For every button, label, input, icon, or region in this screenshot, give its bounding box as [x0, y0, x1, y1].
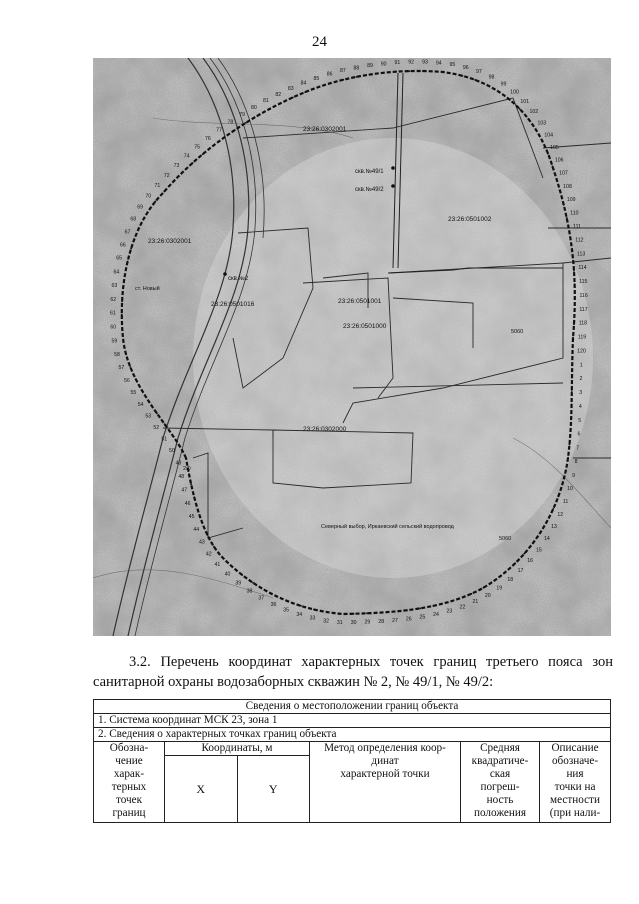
boundary-point-label: 97: [476, 69, 482, 76]
boundary-point-label: 99: [500, 81, 507, 88]
boundary-point-marker: [471, 593, 473, 595]
boundary-point-marker: [514, 562, 516, 564]
boundary-point-marker: [574, 310, 576, 312]
col-error: Средняя квадратиче- ская погреш- ность положения: [461, 742, 540, 823]
boundary-point-marker: [382, 72, 384, 74]
boundary-point-marker: [313, 609, 315, 611]
boundary-point-marker: [223, 137, 225, 139]
boundary-point-label: 61: [109, 310, 116, 317]
boundary-point-label: 81: [263, 98, 269, 105]
boundary-point-marker: [494, 580, 496, 582]
boundary-point-label: 62: [110, 296, 117, 303]
boundary-point-marker: [432, 605, 434, 607]
boundary-point-marker: [275, 595, 277, 597]
boundary-point-label: 91: [394, 60, 401, 67]
boundary-point-marker: [300, 605, 302, 607]
boundary-point-marker: [193, 496, 195, 498]
boundary-point-marker: [573, 323, 575, 325]
boundary-point-label: 71: [154, 183, 161, 190]
points-info-row: 2. Сведения о характерных точках границ объекта: [94, 728, 611, 742]
boundary-point-marker: [568, 230, 570, 232]
place-label: ст. Новый: [135, 286, 160, 292]
boundary-point-label: 23: [446, 608, 453, 615]
boundary-point-label: 4: [578, 404, 582, 411]
boundary-point-label: 3: [579, 390, 583, 397]
boundary-point-marker: [147, 211, 149, 213]
boundary-point-marker: [572, 257, 574, 259]
boundary-point-marker: [355, 76, 357, 78]
boundary-point-marker: [573, 270, 575, 272]
boundary-point-marker: [379, 612, 381, 614]
boundary-point-label: 80: [250, 104, 257, 111]
boundary-point-label: 115: [579, 279, 588, 286]
boundary-point-marker: [498, 91, 500, 93]
boundary-point-marker: [268, 108, 270, 110]
boundary-point-marker: [557, 496, 559, 498]
parcel-label: 23:26:0501000: [343, 323, 387, 330]
boundary-point-label: 68: [130, 216, 137, 223]
boundary-point-label: 120: [577, 348, 586, 355]
boundary-point-marker: [163, 191, 165, 193]
boundary-point-marker: [474, 79, 476, 81]
boundary-point-label: 109: [566, 197, 576, 204]
boundary-point-marker: [263, 589, 265, 591]
boundary-point-label: 45: [188, 513, 195, 520]
boundary-point-marker: [353, 613, 355, 615]
boundary-point-marker: [122, 287, 124, 289]
boundary-point-marker: [574, 297, 576, 299]
boundary-point-label: 111: [573, 224, 582, 231]
boundary-point-label: 66: [119, 242, 126, 249]
parcel-label: 23:26:0501002: [448, 216, 492, 223]
boundary-point-marker: [280, 102, 282, 104]
boundary-point-marker: [234, 129, 236, 131]
coordinate-system-row: 1. Система координат МСК 23, зона 1: [94, 714, 611, 728]
boundary-point-label: 36: [270, 602, 277, 609]
boundary-point-marker: [570, 430, 572, 432]
boundary-point-marker: [135, 378, 137, 380]
boundary-point-label: 22: [459, 604, 466, 611]
boundary-point-marker: [540, 531, 542, 533]
boundary-point-marker: [171, 434, 173, 436]
boundary-point-label: 26: [405, 616, 412, 623]
boundary-point-marker: [140, 223, 142, 225]
boundary-point-marker: [252, 582, 254, 584]
boundary-point-label: 31: [336, 620, 343, 627]
boundary-point-label: 72: [163, 172, 170, 179]
boundary-point-marker: [179, 445, 181, 447]
place-label: 5060: [511, 329, 524, 335]
boundary-point-label: 43: [199, 539, 205, 546]
boundary-point-label: 18: [507, 577, 514, 584]
boundary-point-label: 40: [224, 571, 231, 578]
boundary-point-label: 21: [472, 599, 479, 606]
boundary-point-label: 32: [323, 618, 330, 625]
boundary-point-marker: [409, 70, 411, 72]
boundary-point-marker: [556, 178, 558, 180]
boundary-point-label: 119: [577, 334, 587, 341]
boundary-point-marker: [369, 74, 371, 76]
boundary-point-marker: [532, 542, 534, 544]
boundary-point-label: 59: [111, 338, 118, 345]
boundary-point-marker: [130, 248, 132, 250]
boundary-coordinates-table: [93, 699, 611, 823]
boundary-point-label: 42: [205, 551, 212, 558]
boundary-point-label: 110: [570, 210, 579, 217]
col-y: Y: [237, 756, 310, 823]
section-heading-line1: 3.2. Перечень координат характерных точек границ третьего пояса зон: [129, 654, 613, 670]
boundary-point-marker: [245, 122, 247, 124]
boundary-point-label: 34: [296, 612, 303, 619]
boundary-point-label: 114: [578, 265, 587, 272]
boundary-point-marker: [326, 611, 328, 613]
boundary-point-marker: [419, 607, 421, 609]
col-method: Метод определения коор- динат характерной точки: [310, 742, 461, 823]
boundary-point-marker: [129, 366, 131, 368]
boundary-point-label: 75: [194, 144, 201, 151]
boundary-point-marker: [304, 91, 306, 93]
boundary-point-marker: [125, 353, 127, 355]
boundary-point-marker: [190, 483, 192, 485]
parcel-label: 23:26:0501016: [211, 301, 255, 308]
boundary-point-marker: [256, 115, 258, 117]
boundary-point-label: 54: [137, 401, 144, 408]
boundary-point-marker: [141, 390, 143, 392]
boundary-point-marker: [292, 97, 294, 99]
boundary-point-label: 24: [433, 611, 439, 618]
boundary-point-marker: [393, 611, 395, 613]
boundary-point-label: 84: [300, 80, 307, 87]
boundary-point-marker: [572, 337, 574, 339]
boundary-point-label: 19: [496, 585, 503, 592]
boundary-point-marker: [571, 363, 573, 365]
boundary-point-marker: [202, 153, 204, 155]
boundary-point-marker: [547, 153, 549, 155]
boundary-point-marker: [572, 350, 574, 352]
boundary-point-marker: [527, 118, 529, 120]
boundary-point-label: 6: [577, 431, 581, 438]
boundary-point-marker: [156, 412, 158, 414]
boundary-point-marker: [574, 283, 576, 285]
boundary-point-label: 104: [544, 132, 553, 139]
boundary-point-label: 93: [422, 59, 428, 66]
col-description: Описание обозначе- ния точки на местности (при нали-: [540, 742, 611, 823]
boundary-point-marker: [487, 84, 489, 86]
boundary-point-marker: [435, 71, 437, 73]
boundary-point-marker: [509, 99, 511, 101]
boundary-point-marker: [121, 300, 123, 302]
boundary-point-marker: [212, 145, 214, 147]
boundary-point-marker: [155, 201, 157, 203]
boundary-point-label: 58: [114, 351, 120, 358]
boundary-point-label: 90: [380, 61, 387, 68]
boundary-point-marker: [148, 401, 150, 403]
boundary-point-marker: [185, 457, 187, 459]
parcel-label: 23:26:0501001: [338, 298, 382, 305]
parcel-label: 23:26:0302001: [303, 126, 347, 133]
boundary-point-marker: [207, 534, 209, 536]
boundary-point-marker: [542, 141, 544, 143]
boundary-point-marker: [122, 340, 124, 342]
boundary-point-label: 64: [113, 269, 120, 276]
boundary-point-label: 52: [153, 424, 160, 431]
boundary-point-marker: [121, 327, 123, 329]
boundary-point-marker: [546, 520, 548, 522]
boundary-point-label: 77: [216, 127, 222, 134]
boundary-point-label: 55: [130, 390, 137, 397]
boundary-point-label: 30: [350, 620, 357, 627]
boundary-point-marker: [221, 556, 223, 558]
place-label: 2/0: [183, 466, 191, 472]
boundary-point-label: 29: [364, 619, 371, 626]
boundary-point-label: 20: [484, 593, 491, 600]
boundary-point-label: 12: [557, 511, 564, 518]
boundary-point-label: 10: [567, 486, 573, 493]
boundary-point-label: 16: [527, 557, 533, 564]
boundary-point-marker: [201, 522, 203, 524]
boundary-point-label: 73: [173, 162, 180, 169]
boundary-point-label: 101: [520, 98, 530, 105]
boundary-point-marker: [519, 108, 521, 110]
boundary-point-marker: [563, 204, 565, 206]
boundary-point-label: 96: [462, 64, 469, 71]
boundary-point-label: 65: [116, 255, 123, 262]
boundary-point-label: 105: [550, 144, 559, 151]
boundary-point-marker: [182, 171, 184, 173]
boundary-point-label: 107: [559, 170, 568, 177]
boundary-point-marker: [571, 403, 573, 405]
section-heading-line2: санитарной охраны водозаборных скважин № 2, № 49/1, № 49/2:: [93, 674, 494, 690]
well-label: скв.№2: [228, 276, 249, 282]
boundary-point-label: 28: [378, 618, 385, 625]
boundary-point-marker: [213, 546, 215, 548]
place-label: Северный выбор, Иркаевский сельский водопровод: [321, 524, 454, 530]
boundary-point-label: 49: [175, 460, 182, 467]
boundary-point-label: 9: [572, 472, 575, 479]
boundary-point-label: 2: [579, 376, 583, 383]
boundary-point-marker: [570, 417, 572, 419]
boundary-point-marker: [535, 129, 537, 131]
boundary-point-label: 67: [124, 229, 131, 236]
boundary-point-label: 25: [419, 614, 426, 621]
boundary-point-marker: [449, 72, 451, 74]
boundary-point-label: 89: [367, 62, 373, 69]
well-label: скв.№49/2: [355, 187, 384, 193]
boundary-point-label: 117: [579, 306, 588, 313]
boundary-point-label: 70: [145, 193, 152, 200]
parcel-label: 23:26:0302000: [303, 426, 347, 433]
boundary-point-marker: [570, 243, 572, 245]
boundary-point-label: 7: [576, 445, 580, 452]
boundary-point-marker: [366, 612, 368, 614]
parcel-label: 23:26:0302001: [148, 238, 192, 245]
boundary-point-label: 27: [392, 617, 398, 624]
boundary-point-label: 60: [110, 324, 117, 331]
boundary-point-marker: [317, 86, 319, 88]
boundary-point-label: 11: [562, 499, 569, 506]
boundary-point-label: 113: [577, 251, 586, 258]
boundary-point-label: 116: [579, 292, 588, 299]
boundary-point-marker: [571, 377, 573, 379]
boundary-point-marker: [395, 71, 397, 73]
boundary-point-label: 17: [517, 567, 524, 574]
boundary-point-marker: [192, 162, 194, 164]
boundary-point-marker: [567, 457, 569, 459]
boundary-point-marker: [483, 587, 485, 589]
boundary-point-marker: [406, 609, 408, 611]
boundary-point-marker: [342, 79, 344, 81]
boundary-point-label: 118: [578, 320, 588, 327]
boundary-point-label: 56: [123, 377, 130, 384]
boundary-point-marker: [127, 261, 129, 263]
boundary-point-label: 8: [574, 459, 578, 466]
boundary-point-marker: [135, 235, 137, 237]
boundary-point-marker: [164, 423, 166, 425]
boundary-point-label: 82: [275, 91, 282, 98]
boundary-point-marker: [172, 181, 174, 183]
boundary-point-label: 37: [258, 595, 265, 602]
zone-map: [93, 58, 611, 636]
boundary-point-marker: [197, 509, 199, 511]
boundary-point-label: 1: [579, 362, 583, 369]
boundary-point-label: 33: [309, 615, 316, 622]
boundary-point-label: 14: [543, 536, 550, 543]
boundary-point-label: 53: [145, 413, 152, 420]
boundary-point-marker: [523, 553, 525, 555]
boundary-point-marker: [562, 483, 564, 485]
boundary-point-label: 47: [181, 487, 188, 494]
boundary-point-marker: [121, 314, 123, 316]
boundary-point-label: 57: [118, 365, 125, 372]
boundary-point-marker: [566, 217, 568, 219]
boundary-point-marker: [458, 598, 460, 600]
boundary-point-label: 79: [239, 112, 245, 119]
boundary-point-marker: [422, 70, 424, 72]
boundary-point-label: 44: [193, 526, 200, 533]
boundary-point-label: 100: [510, 89, 519, 96]
boundary-point-label: 41: [214, 562, 221, 569]
map-svg: [93, 58, 611, 636]
boundary-point-marker: [462, 75, 464, 77]
boundary-point-label: 35: [283, 607, 290, 614]
boundary-point-label: 106: [554, 157, 564, 164]
place-label: 5060: [499, 536, 512, 542]
boundary-point-label: 78: [227, 119, 234, 126]
boundary-point-label: 112: [575, 237, 584, 244]
boundary-point-label: 5: [578, 417, 582, 424]
boundary-point-label: 46: [184, 500, 191, 507]
boundary-point-label: 13: [551, 524, 557, 531]
boundary-point-label: 39: [235, 580, 242, 587]
boundary-point-label: 15: [535, 547, 542, 554]
boundary-point-marker: [569, 444, 571, 446]
boundary-point-label: 95: [449, 61, 456, 68]
boundary-point-label: 76: [205, 135, 211, 142]
boundary-point-label: 103: [537, 120, 547, 127]
boundary-point-label: 69: [137, 204, 144, 211]
boundary-point-label: 63: [111, 282, 118, 289]
well-label: скв.№49/1: [355, 169, 384, 175]
col-point-designation: Обозна- чение харак- терных точек границ: [94, 742, 165, 823]
boundary-point-marker: [241, 574, 243, 576]
boundary-point-label: 86: [326, 71, 333, 78]
boundary-point-marker: [552, 165, 554, 167]
boundary-point-marker: [552, 508, 554, 510]
boundary-point-label: 83: [287, 86, 294, 93]
boundary-point-label: 87: [340, 68, 346, 75]
boundary-point-marker: [124, 274, 126, 276]
boundary-point-label: 98: [488, 74, 495, 81]
boundary-point-label: 85: [313, 75, 320, 82]
boundary-point-label: 38: [246, 588, 253, 595]
boundary-point-label: 74: [183, 153, 190, 160]
boundary-point-label: 48: [178, 473, 185, 480]
table-title: Сведения о местоположении границ объекта: [94, 700, 611, 714]
boundary-point-marker: [571, 390, 573, 392]
boundary-point-label: 102: [529, 109, 539, 116]
boundary-point-marker: [565, 470, 567, 472]
boundary-point-marker: [339, 613, 341, 615]
boundary-point-marker: [504, 571, 506, 573]
boundary-point-label: 88: [353, 65, 360, 72]
boundary-point-label: 92: [408, 59, 415, 66]
boundary-point-marker: [329, 82, 331, 84]
boundary-point-label: 51: [161, 436, 168, 443]
boundary-point-label: 94: [435, 60, 442, 67]
boundary-point-marker: [559, 191, 561, 193]
boundary-point-marker: [231, 565, 233, 567]
page-number: 24: [312, 34, 327, 50]
boundary-point-marker: [445, 602, 447, 604]
boundary-point-label: 50: [169, 448, 175, 455]
col-x: X: [165, 756, 238, 823]
col-coordinates: Координаты, м: [165, 742, 310, 756]
boundary-point-label: 108: [563, 183, 572, 190]
boundary-point-marker: [288, 601, 290, 603]
